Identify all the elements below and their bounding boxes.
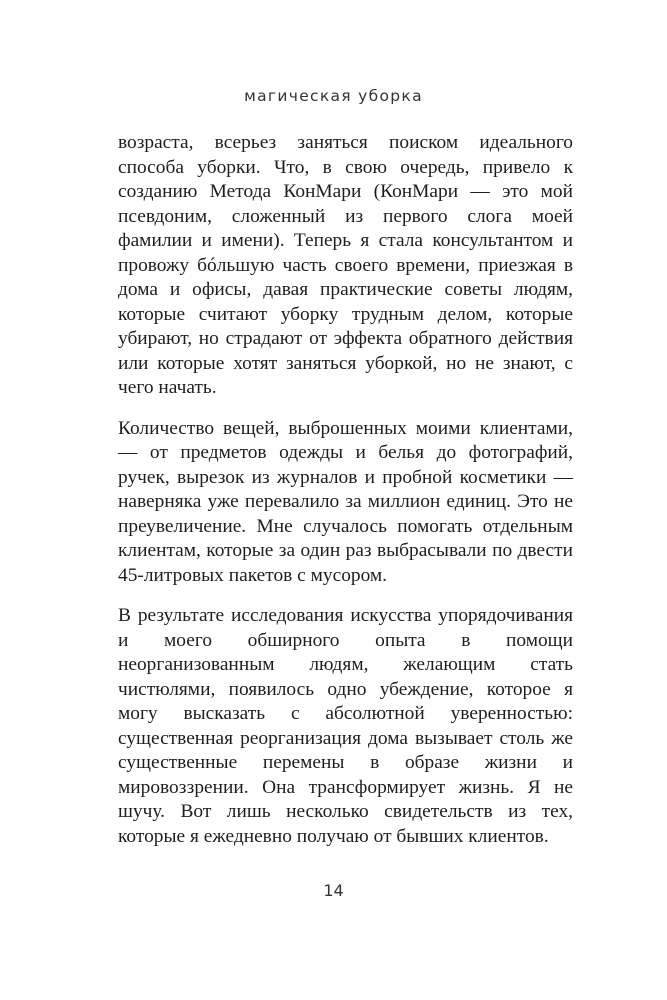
paragraph-1: возраста, всерьез заняться поиском идеального способа уборки. Что, в свою очередь, привело к созданию Метода КонМари (КонМари — это мой псевдоним, сложенный из первого слога моей фамилии и имени). Теперь я стала консультантом и провожу бóльшую часть своего времени, приезжая в дома и офисы, давая практические советы людям, которые считают уборку трудным делом, которые убирают, но страдают от эффекта обратного действия или которые хотят заняться уборкой, но не знают, с чего начать.: [118, 132, 573, 398]
page-number: 14: [323, 881, 344, 900]
paragraph-2: Количество вещей, выброшенных моими клиентами, — от предметов одежды и белья до фотографий, ручек, вырезок из журналов и пробной косметики — наверняка уже перевалило за миллион единиц. Это не преувеличение. Мне случалось помогать отдельным клиентам, которые за один раз выбрасывали по двести 45-литровых пакетов с мусором.: [118, 417, 573, 586]
body-text: [118, 131, 573, 849]
running-header: магическая уборка: [244, 87, 423, 105]
paragraph-3: В результате исследования искусства упорядочивания и моего обширного опыта в помощи неорганизованным людям, желающим стать чистюлями, появилось одно убеждение, которое я могу высказать с абсолютной уверенностью: существенная реорганизация дома вызывает столь же существенные перемены в образе жизни и мировоззрении. Она трансформирует жизнь. Я не шучу. Вот лишь несколько свидетельств из тех, которые я ежедневно получаю от бывших клиентов.: [118, 605, 573, 847]
